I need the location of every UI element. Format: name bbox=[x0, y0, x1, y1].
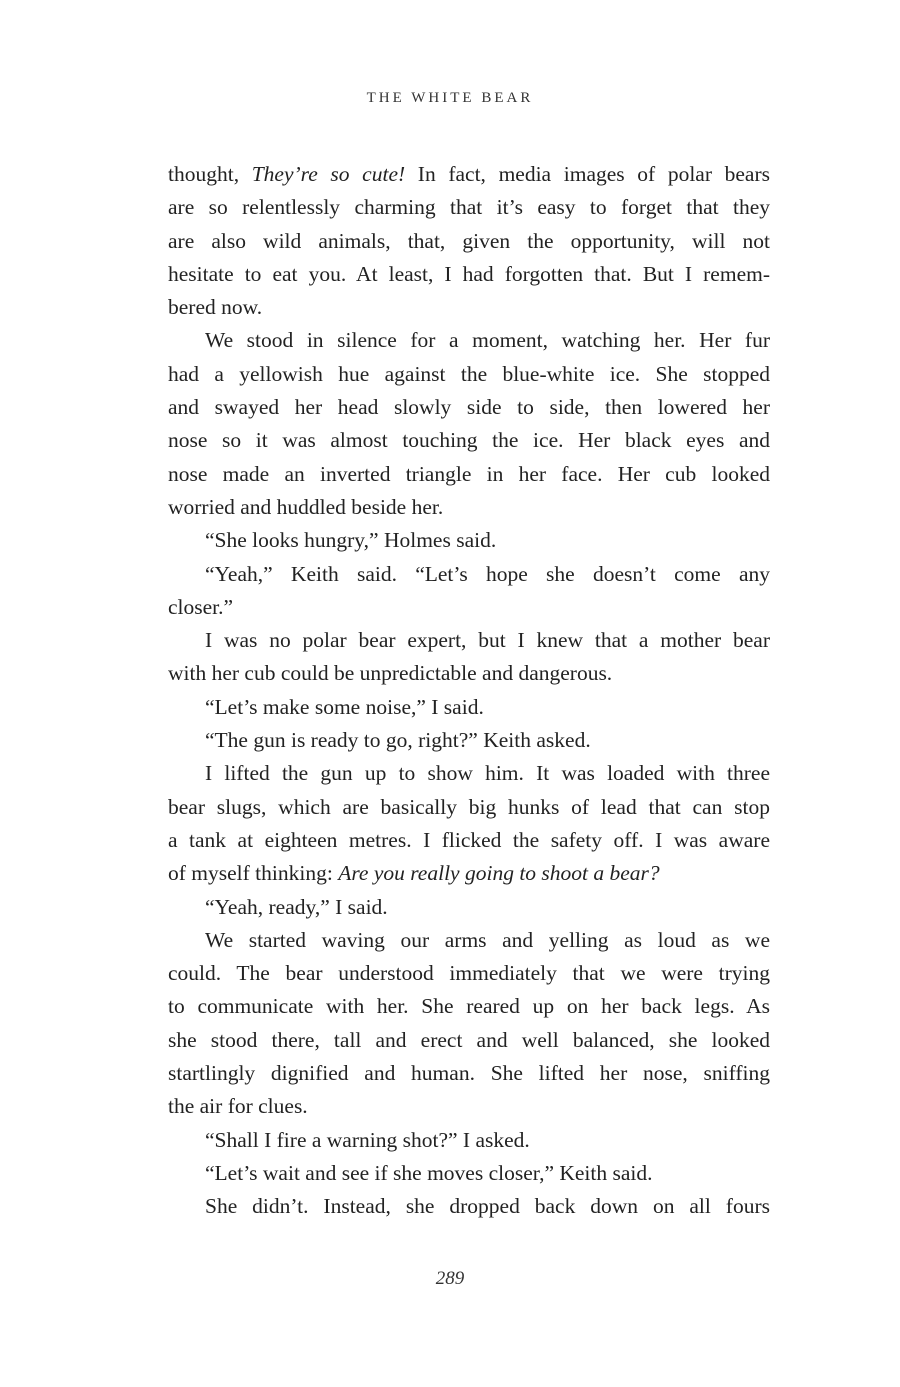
italic-thought: Are you really going to shoot a bear? bbox=[338, 861, 660, 886]
text-line: with her cub could be unpredictable and dangerous. bbox=[168, 661, 613, 686]
text-line: could. The bear understood immediately that we were trying bbox=[168, 961, 770, 986]
text-line: bear slugs, which are basically big hunks of lead that can stop bbox=[168, 794, 770, 819]
text-line: “Let’s make some noise,” I said. bbox=[205, 694, 484, 719]
text-line: had a yellowish hue against the blue-white ice. She stopped bbox=[168, 361, 770, 386]
text-line: “Shall I fire a warning shot?” I asked. bbox=[205, 1127, 530, 1152]
text-line: I lifted the gun up to show him. It was loaded with three bbox=[205, 761, 770, 786]
text-line: are also wild animals, that, given the opportunity, will not bbox=[168, 228, 770, 253]
text-line: hesitate to eat you. At least, I had forgotten that. But I remem- bbox=[168, 261, 770, 286]
text-line: “Let’s wait and see if she moves closer,” Keith said. bbox=[205, 1160, 653, 1185]
text-line: She didn’t. Instead, she dropped back down on all fours bbox=[205, 1194, 770, 1219]
text-line: and swayed her head slowly side to side, then lowered her bbox=[168, 395, 770, 420]
text-line: bered now. bbox=[168, 295, 263, 320]
text-line: of myself thinking: Are you really going to shoot a bear? bbox=[168, 861, 660, 886]
text-line: I was no polar bear expert, but I knew that a mother bear bbox=[205, 628, 770, 653]
text-line: thought, They’re so cute! In fact, media images of polar bears bbox=[168, 162, 771, 186]
text-line: nose so it was almost touching the ice. Her black eyes and bbox=[168, 428, 770, 453]
text-line: We started waving our arms and yelling as loud as we bbox=[205, 927, 770, 952]
text-line: startlingly dignified and human. She lifted her nose, sniffing bbox=[168, 1061, 770, 1086]
text-line: worried and huddled beside her. bbox=[168, 494, 444, 519]
page-number: 289 bbox=[435, 1268, 465, 1289]
text-line: a tank at eighteen metres. I flicked the safety off. I was aware bbox=[168, 827, 770, 852]
text-line: “Yeah, ready,” I said. bbox=[205, 894, 388, 919]
text-line: closer.” bbox=[168, 594, 234, 619]
running-head: THE WHITE BEAR bbox=[366, 90, 534, 106]
body-text bbox=[168, 158, 770, 1224]
text-line: the air for clues. bbox=[168, 1094, 308, 1119]
text-line: “Yeah,” Keith said. “Let’s hope she doesn’t come any bbox=[205, 561, 770, 586]
text-line: “The gun is ready to go, right?” Keith asked. bbox=[205, 728, 591, 753]
text-line: nose made an inverted triangle in her face. Her cub looked bbox=[168, 461, 770, 486]
text-line: she stood there, tall and erect and well balanced, she looked bbox=[168, 1027, 770, 1052]
text-line: are so relentlessly charming that it’s easy to forget that they bbox=[168, 195, 770, 220]
text-line: “She looks hungry,” Holmes said. bbox=[205, 528, 497, 553]
text-line: to communicate with her. She reared up on her back legs. As bbox=[168, 994, 770, 1019]
italic-thought: They’re so cute! bbox=[251, 162, 406, 186]
text-line: We stood in silence for a moment, watching her. Her fur bbox=[205, 328, 770, 353]
